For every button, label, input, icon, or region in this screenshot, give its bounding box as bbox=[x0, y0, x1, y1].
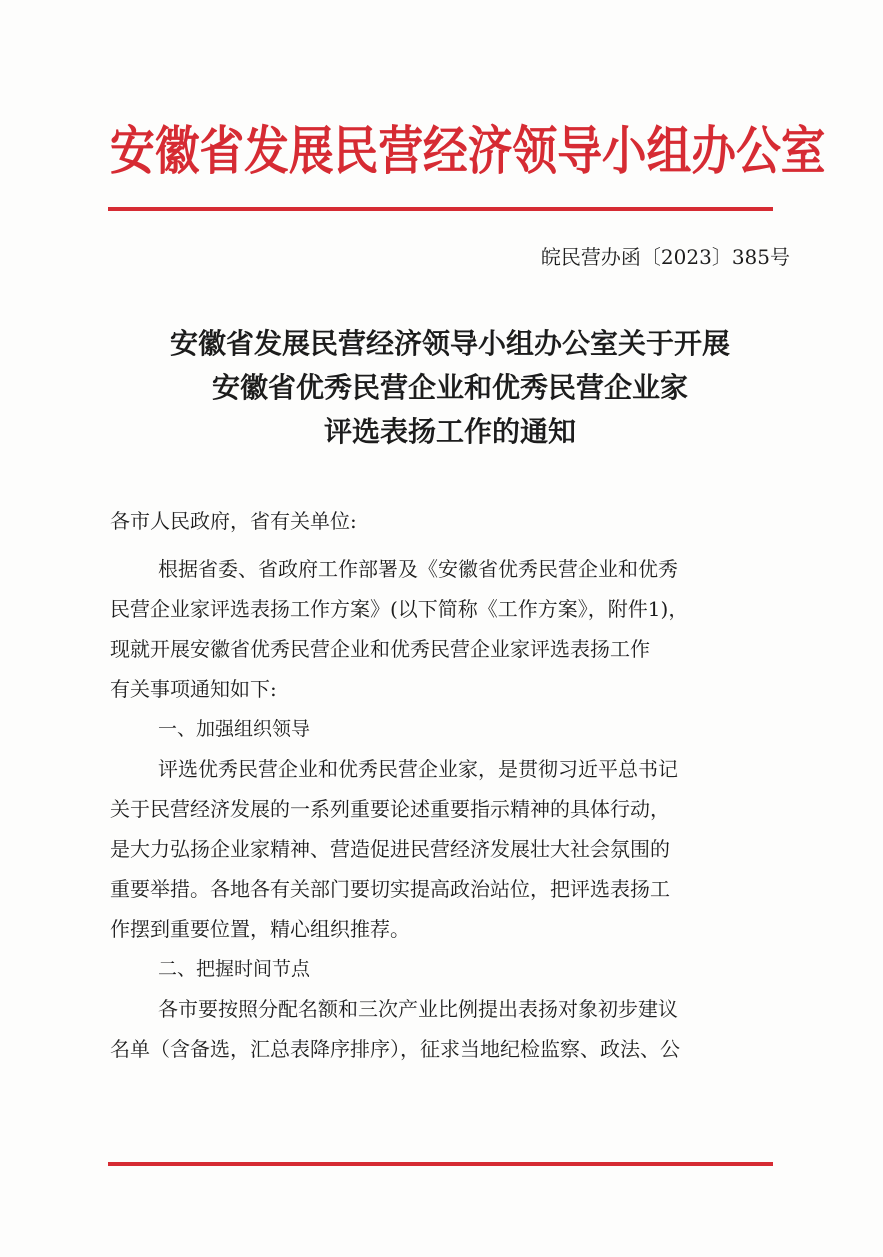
body-line: 是大力弘扬企业家精神、营造促进民营经济发展壮大社会氛围的 bbox=[110, 837, 670, 861]
section-heading-1: 一、加强组织领导 bbox=[158, 718, 311, 740]
body-line: 有关事项通知如下: bbox=[110, 677, 277, 701]
body-line: 民营企业家评选表扬工作方案》(以下简称《工作方案》，附件1)， bbox=[110, 597, 689, 621]
red-divider-top bbox=[108, 207, 773, 211]
title-line-3: 评选表扬工作的通知 bbox=[323, 415, 576, 448]
title-line-2: 安徽省优秀民营企业和优秀民营企业家 bbox=[211, 371, 688, 404]
body-line: 作摆到重要位置，精心组织推荐。 bbox=[110, 917, 410, 941]
body-line: 关于民营经济发展的一系列重要论述重要指示精神的具体行动， bbox=[110, 797, 670, 821]
paragraph-1 bbox=[110, 549, 790, 709]
paragraph-3 bbox=[110, 989, 790, 1069]
org-name-header: 安徽省发展民营经济领导小组办公室 bbox=[110, 121, 826, 182]
body-line: 名单（含备选，汇总表降序排序），征求当地纪检监察、政法、公 bbox=[110, 1037, 680, 1061]
document-title bbox=[100, 322, 800, 454]
doc-number: 皖民营办函〔2023〕385号 bbox=[540, 245, 790, 269]
body-line: 重要举措。各地各有关部门要切实提高政治站位，把评选表扬工 bbox=[110, 877, 670, 901]
salutation: 各市人民政府，省有关单位: bbox=[110, 509, 357, 533]
title-line-1: 安徽省发展民营经济领导小组办公室关于开展 bbox=[169, 327, 730, 360]
body-line: 评选优秀民营企业和优秀民营企业家，是贯彻习近平总书记 bbox=[158, 757, 678, 781]
document-body bbox=[110, 549, 790, 1069]
body-line: 根据省委、省政府工作部署及《安徽省优秀民营企业和优秀 bbox=[158, 557, 678, 581]
body-line: 各市要按照分配名额和三次产业比例提出表扬对象初步建议 bbox=[158, 997, 678, 1021]
section-heading-2: 二、把握时间节点 bbox=[158, 958, 311, 980]
red-divider-bottom bbox=[108, 1162, 773, 1166]
body-line: 现就开展安徽省优秀民营企业和优秀民营企业家评选表扬工作 bbox=[110, 637, 650, 661]
paragraph-2 bbox=[110, 749, 790, 949]
